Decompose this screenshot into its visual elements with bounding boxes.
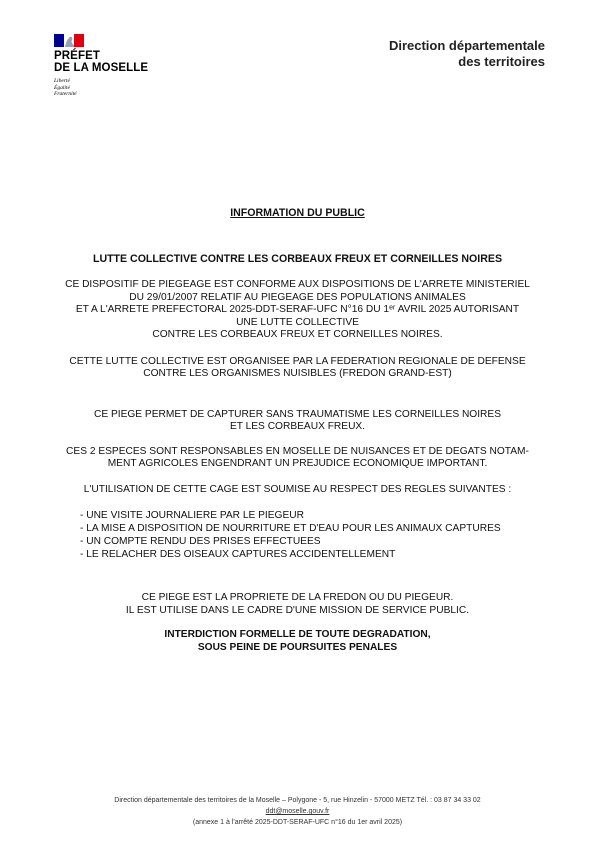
text-line: CE DISPOSITIF DE PIEGEAGE EST CONFORME AUX DISPOSITIONS DE L'ARRETE MINISTERIEL (65, 279, 530, 290)
department-line-2: des territoires (458, 54, 545, 69)
text-line: CE PIEGE PERMET DE CAPTURER SANS TRAUMATISME LES CORNEILLES NOIRES (93, 408, 502, 420)
motto-egalite: Égalité (54, 84, 70, 91)
regulation-paragraph (40, 279, 555, 342)
trap-paragraph (40, 409, 555, 434)
text-line: ET LES CORBEAUX FREUX. (229, 421, 366, 432)
logo-line-2: DE LA MOSELLE (54, 62, 149, 74)
motto-liberte: Liberté (54, 78, 70, 84)
footer-annex: (annexe 1 à l'arrêté 2025-DDT-SERAF-UFC n°16 du 1er avril 2025) (192, 819, 403, 826)
text-line: ET A L'ARRETE PREFECTORAL 2025-DDT-SERAF-UFC N°16 DU 1ᵉʳ AVRIL 2025 AUTORISANT (75, 304, 520, 315)
notice-subtitle: LUTTE COLLECTIVE CONTRE LES CORBEAUX FREUX ET CORNEILLES NOIRES (92, 252, 503, 265)
notice-body (40, 207, 555, 654)
footer-email-link[interactable]: ddt@moselle.gouv.fr (265, 808, 330, 815)
logo-line-1: PRÉFET (54, 50, 100, 62)
text-line: CE PIEGE EST LA PROPRIETE DE LA FREDON OU DU PIEGEUR. (141, 592, 454, 603)
text-line: IL EST UTILISE DANS LE CADRE D'UNE MISSION DE SERVICE PUBLIC. (125, 604, 470, 616)
ownership-paragraph (40, 592, 555, 617)
text-line: INTERDICTION FORMELLE DE TOUTE DEGRADATION, (164, 629, 431, 640)
species-paragraph (40, 446, 555, 471)
logo-title (54, 50, 164, 74)
list-item: - UN COMPTE RENDU DES PRISES EFFECTUEES (80, 536, 321, 547)
motto-fraternite: Fraternité (54, 91, 77, 97)
department-line-1: Direction départementale (388, 38, 545, 53)
organizer-paragraph (40, 356, 555, 381)
page-footer (0, 795, 595, 828)
text-line: L'UTILISATION DE CETTE CAGE EST SOUMISE AU RESPECT DES REGLES SUIVANTES : (83, 483, 512, 495)
text-line: SOUS PEINE DE POURSUITES PENALES (197, 641, 398, 653)
marianne-flag-icon (54, 34, 84, 47)
list-item: - LE RELACHER DES OISEAUX CAPTURES ACCIDENTELLEMENT (80, 549, 396, 560)
text-line: CETTE LUTTE COLLECTIVE EST ORGANISEE PAR LA FEDERATION REGIONALE DE DEFENSE (69, 355, 526, 367)
text-line: CONTRE LES ORGANISMES NUISIBLES (FREDON GRAND-EST) (143, 368, 452, 379)
warning-paragraph (40, 629, 555, 654)
republic-motto (54, 78, 164, 98)
text-line: UNE LUTTE COLLECTIVE (236, 316, 359, 328)
text-line: CONTRE LES CORBEAUX FREUX ET CORNEILLES NOIRES. (152, 329, 443, 340)
list-item: - LA MISE A DISPOSITION DE NOURRITURE ET D'EAU POUR LES ANIMAUX CAPTURES (80, 523, 501, 534)
text-line: CES 2 ESPECES SONT RESPONSABLES EN MOSELLE DE NUISANCES ET DE DEGATS NOTAM- (66, 445, 529, 457)
rules-intro (40, 484, 555, 497)
footer-address: Direction départementale des territoires de la Moselle – Polygone - 5, rue Hinzelin - 57000 METZ Tél. : 03 87 34 33 02 (114, 797, 481, 804)
department-heading (389, 38, 545, 70)
prefecture-logo (54, 34, 164, 98)
notice-title: INFORMATION DU PUBLIC (230, 207, 365, 219)
rules-list (80, 509, 555, 561)
list-item: - UNE VISITE JOURNALIERE PAR LE PIEGEUR (80, 510, 304, 521)
text-line: DU 29/01/2007 RELATIF AU PIEGEAGE DES POPULATIONS ANIMALES (129, 291, 466, 303)
text-line: MENT AGRICOLES ENGENDRANT UN PREJUDICE ECONOMIQUE IMPORTANT. (107, 458, 488, 469)
